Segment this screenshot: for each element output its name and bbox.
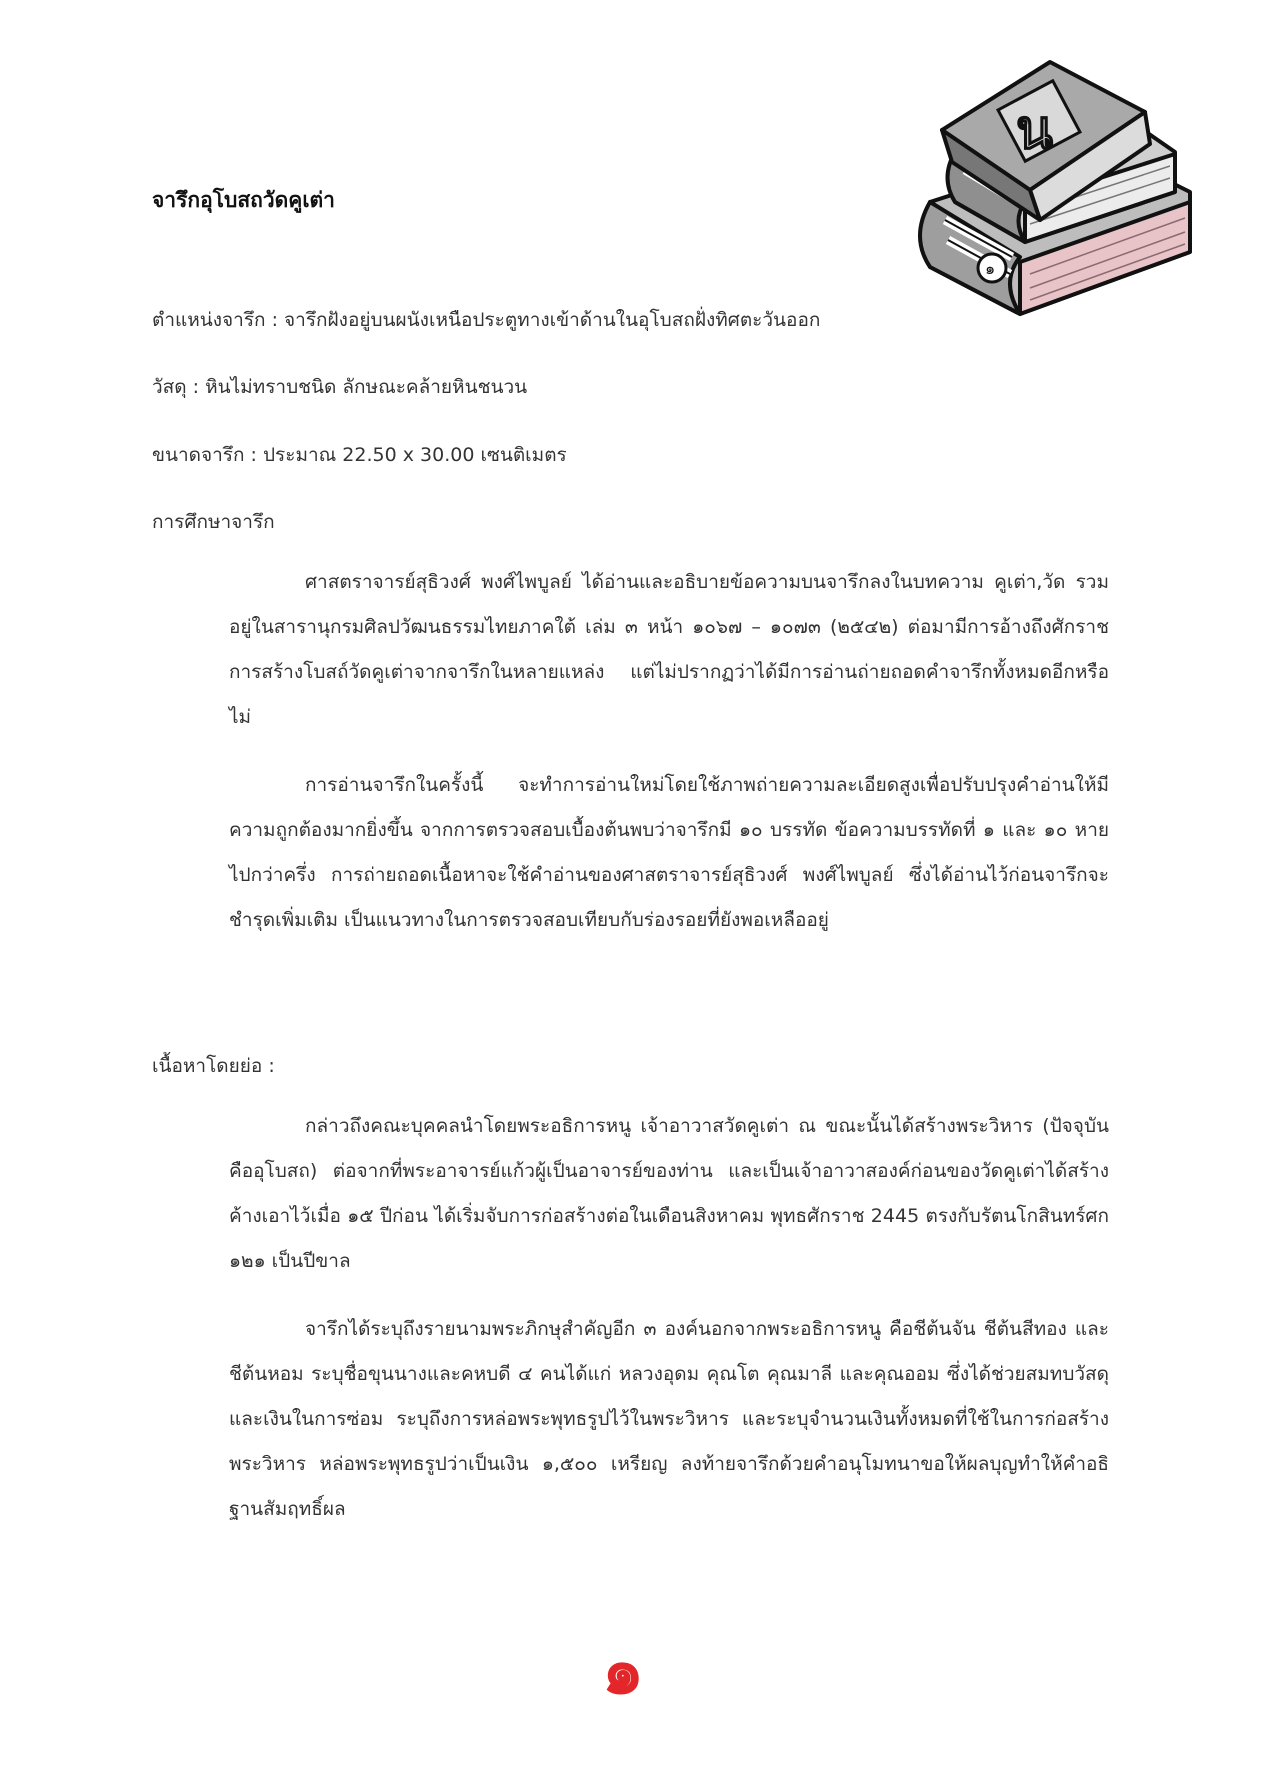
cover-letter: น <box>1016 98 1053 161</box>
summary-paragraph-2: จารึกได้ระบุถึงรายนามพระภิกษุสำคัญอีก ๓ องค์นอกจากพระอธิการหนู คือชีต้นจัน ชีต้นสีทอง และชีต้นหอม ระบุชื่อขุนนางและคหบดี ๔ คนได้แก่ หลวงอุดม คุณโต คุณมาลี และคุณออม ซึ่งได้ช่วยสมทบวัสดุและเงินในการซ่อม ระบุถึงการหล่อพระพุทธรูปไว้ในพระวิหาร และระบุจำนวนเงินทั้งหมดที่ใช้ในการก่อสร้างพระวิหาร หล่อพระพุทธรูปว่าเป็นเงิน ๑,๕๐๐ เหรียญ ลงท้ายจารึกด้วยคำอนุโมทนาขอให้ผลบุญทำให้คำอธิฐานสัมฤทธิ์ผล <box>229 1318 1109 1520</box>
study-heading: การศึกษาจารึก <box>152 511 275 533</box>
inscription-material: วัสดุ : หินไม่ทราบชนิด ลักษณะคล้ายหินชนวน <box>152 376 528 398</box>
inscription-size: ขนาดจารึก : ประมาณ 22.50 x 30.00 เซนติเมตร <box>152 444 567 466</box>
spine-number: ๑ <box>985 259 996 278</box>
page-number-text: ๑ <box>602 1637 644 1703</box>
study-paragraph-1: ศาสตราจารย์สุธิวงศ์ พงศ์ไพบูลย์ ได้อ่านและอธิบายข้อความบนจารึกลงในบทความ คูเต่า,วัด รวมอยู่ในสารานุกรมศิลปวัฒนธรรมไทยภาคใต้ เล่ม ๓ หน้า ๑๐๖๗ – ๑๐๗๓ (๒๕๔๒) ต่อมามีการอ้างถึงศักราชการสร้างโบสถ์วัดคูเต่าจากจารึกในหลายแหล่ง แต่ไม่ปรากฏว่าได้มีการอ่านถ่ายถอดคำจารึกทั้งหมดอีกหรือไม่ <box>229 571 1109 728</box>
stack-of-books-icon <box>900 52 1210 322</box>
summary-heading: เนื้อหาโดยย่อ : <box>152 1055 275 1077</box>
page-title: จารึกอุโบสถวัดคูเต่า <box>152 188 335 212</box>
summary-paragraph-1: กล่าวถึงคณะบุคคลนำโดยพระอธิการหนู เจ้าอาวาสวัดคูเต่า ณ ขณะนั้นได้สร้างพระวิหาร (ปัจจุบันคืออุโบสถ) ต่อจากที่พระอาจารย์แก้วผู้เป็นอาจารย์ของท่าน และเป็นเจ้าอาวาสองค์ก่อนของวัดคูเต่าได้สร้างค้างเอาไว้เมื่อ ๑๕ ปีก่อน ได้เริ่มจับการก่อสร้างต่อในเดือนสิงหาคม พุทธศักราช 2445 ตรงกับรัตนโกสินทร์ศก ๑๒๑ เป็นปีขาล <box>229 1115 1109 1272</box>
page-number <box>578 1637 668 1703</box>
inscription-location: ตำแหน่งจารึก : จารึกฝังอยู่บนผนังเหนือประตูทางเข้าด้านในอุโบสถฝั่งทิศตะวันออก <box>152 309 821 331</box>
study-paragraph-2: การอ่านจารึกในครั้งนี้ จะทำการอ่านใหม่โดยใช้ภาพถ่ายความละเอียดสูงเพื่อปรับปรุงคำอ่านให้มีความถูกต้องมากยิ่งขึ้น จากการตรวจสอบเบื้องต้นพบว่าจารึกมี ๑๐ บรรทัด ข้อความบรรทัดที่ ๑ และ ๑๐ หายไปกว่าครึ่ง การถ่ายถอดเนื้อหาจะใช้คำอ่านของศาสตราจารย์สุธิวงศ์ พงศ์ไพบูลย์ ซึ่งได้อ่านไว้ก่อนจารึกจะชำรุดเพิ่มเติม เป็นแนวทางในการตรวจสอบเทียบกับร่องรอยที่ยังพอเหลืออยู่ <box>229 774 1109 931</box>
